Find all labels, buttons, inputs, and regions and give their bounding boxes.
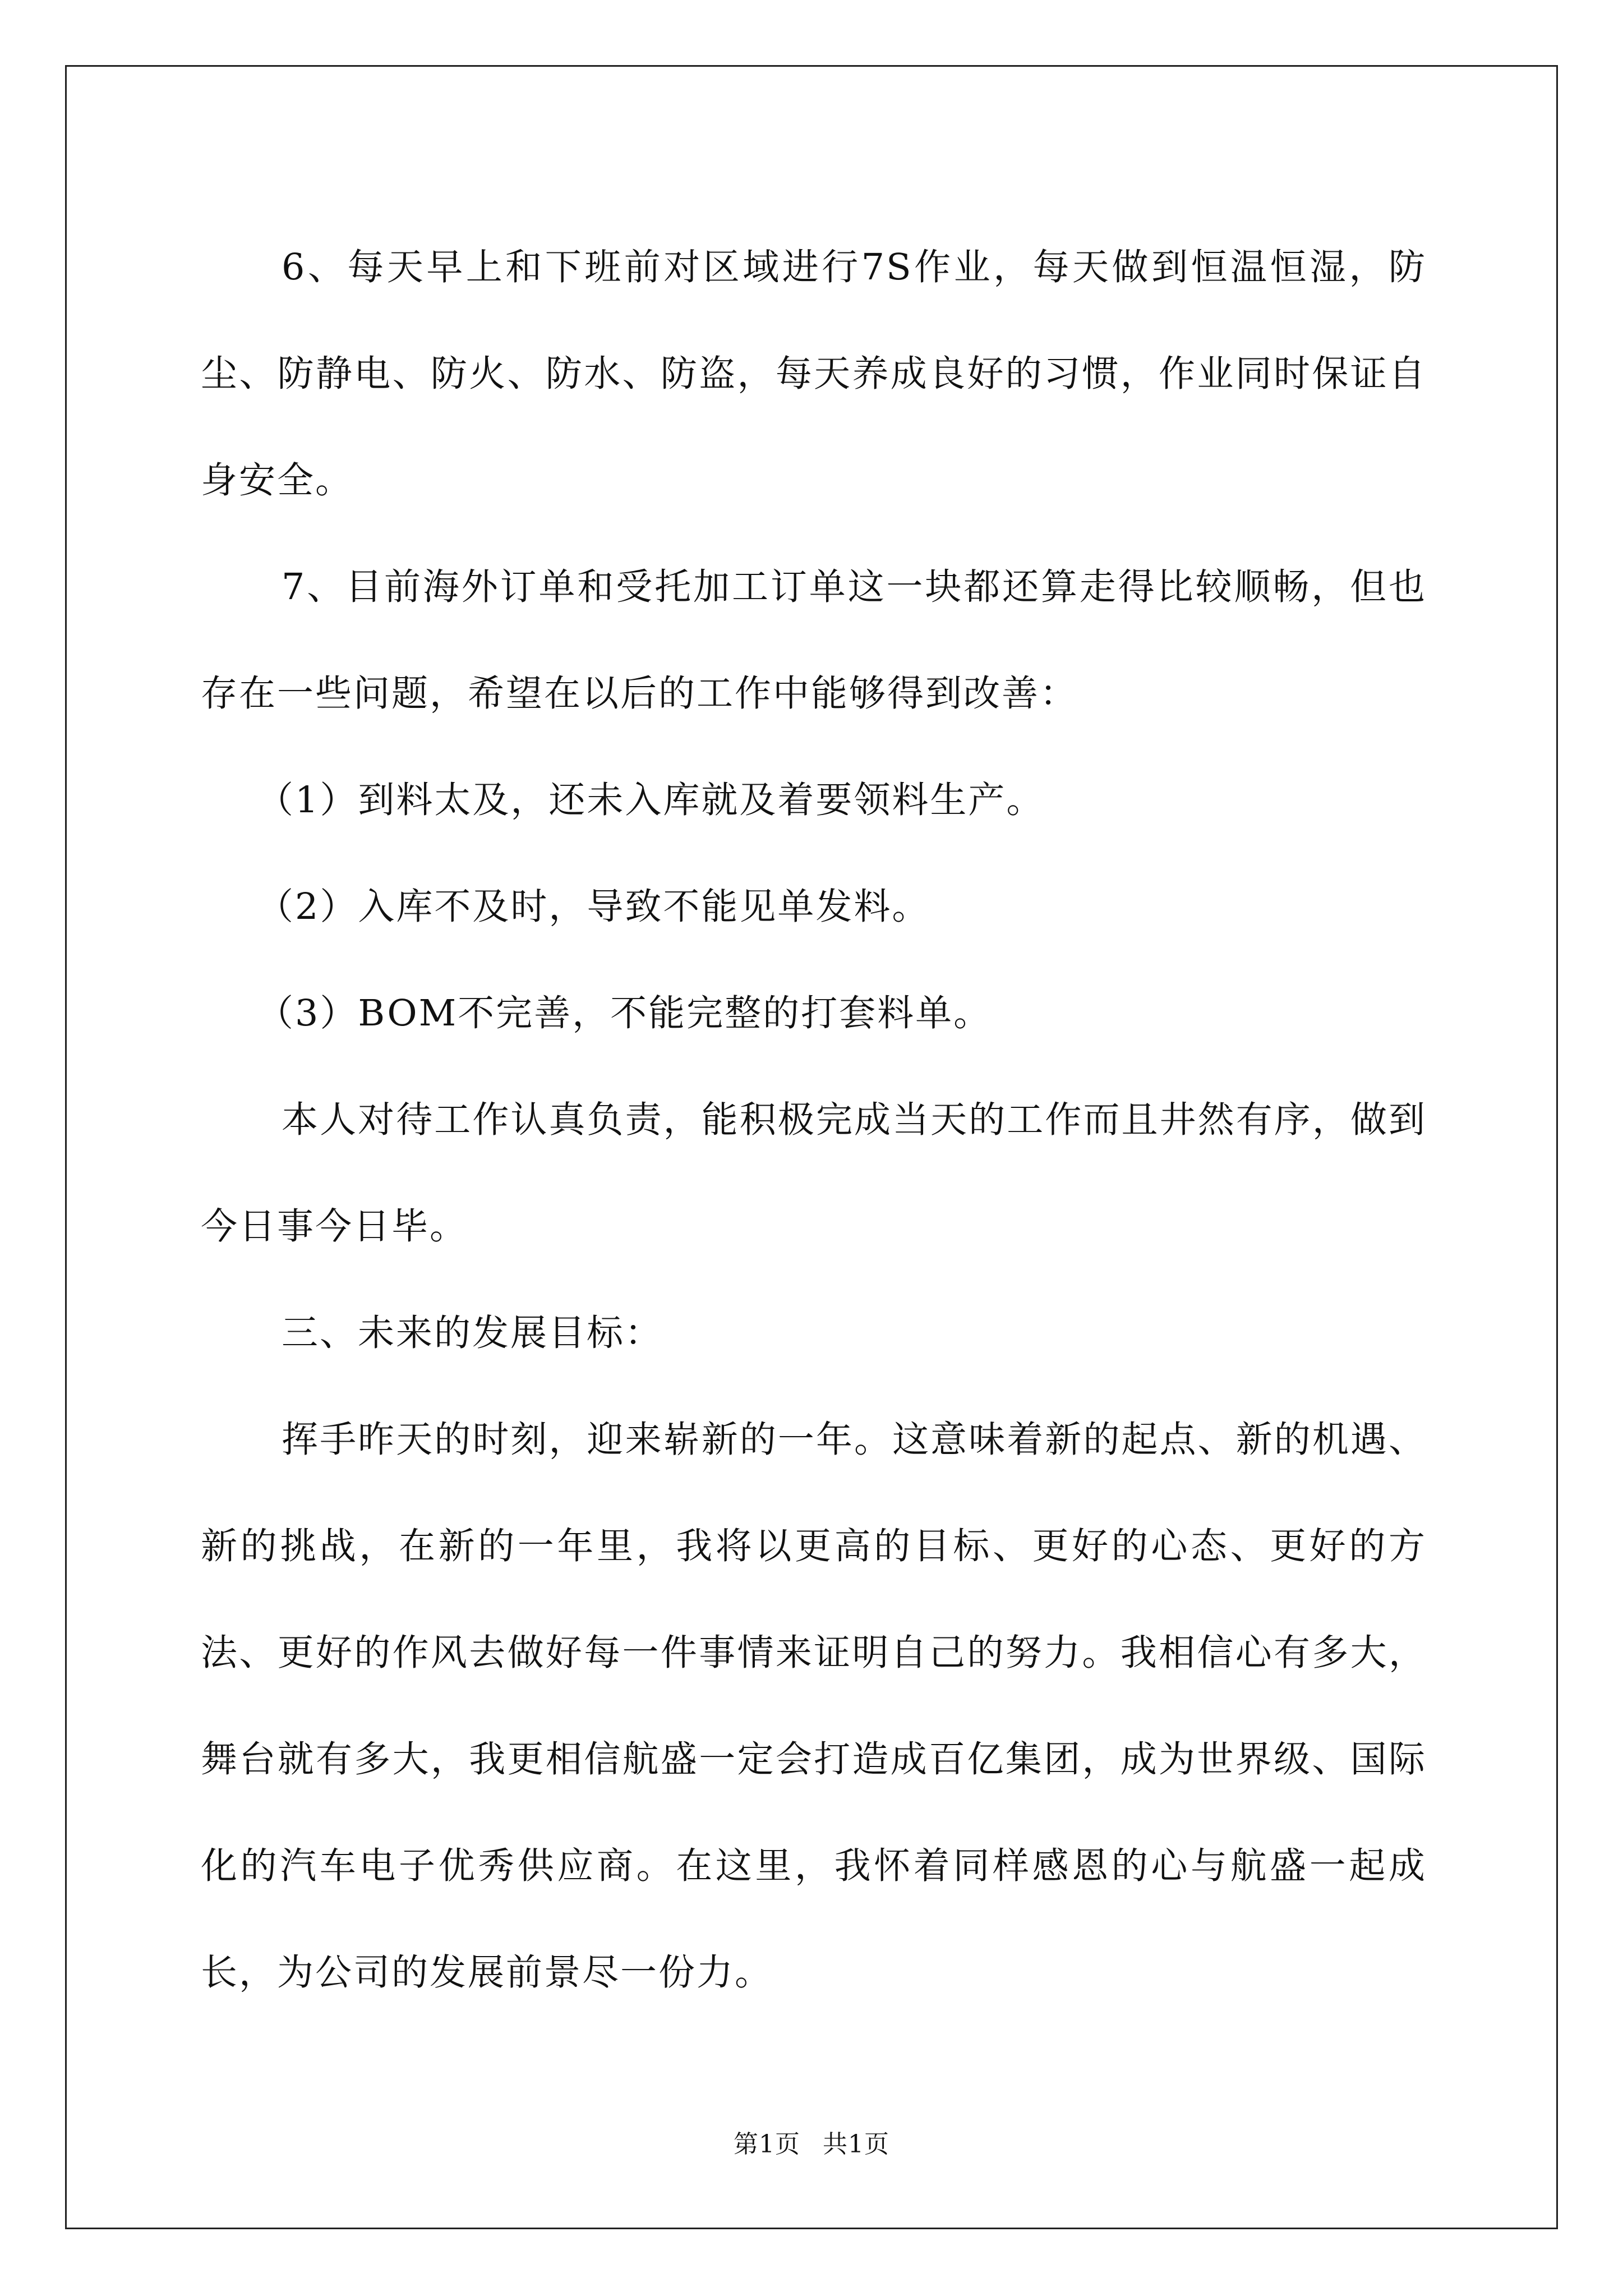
paragraph-item-7: 7、目前海外订单和受托加工订单这一块都还算走得比较顺畅，但也存在一些问题，希望在以后的工作中能够得到改善： [201,566,1427,715]
sub-item-1: （1）到料太及，还未入库就及着要领料生产。 [257,779,1045,821]
sub-item-3: （3）BOM不完善，不能完整的打套料单。 [257,992,992,1034]
page-footer [0,2128,1623,2161]
page-number: 第1页 [734,2130,800,2159]
sub-item-2: （2）入库不及时，导致不能见单发料。 [257,886,930,928]
section-heading-future-goals: 三、未来的发展目标： [282,1312,663,1354]
paragraph-item-6: 6、每天早上和下班前对区域进行7S作业，每天做到恒温恒湿，防尘、防静电、防火、防水、防盗，每天养成良好的习惯，作业同时保证自身安全。 [201,246,1427,501]
paragraph-future-goals: 挥手昨天的时刻，迎来崭新的一年。这意味着新的起点、新的机遇、新的挑战，在新的一年里，我将以更高的目标、更好的心态、更好的方法、更好的作风去做好每一件事情来证明自己的努力。我相信心有多大，舞台就有多大，我更相信航盛一定会打造成百亿集团，成为世界级、国际化的汽车电子优秀供应商。在这里，我怀着同样感恩的心与航盛一起成长，为公司的发展前景尽一份力。 [201,1419,1427,1994]
paragraph-attitude: 本人对待工作认真负责，能积极完成当天的工作而且井然有序，做到今日事今日毕。 [201,1099,1427,1248]
document-body [201,214,1427,2026]
page-total: 共1页 [823,2130,889,2159]
